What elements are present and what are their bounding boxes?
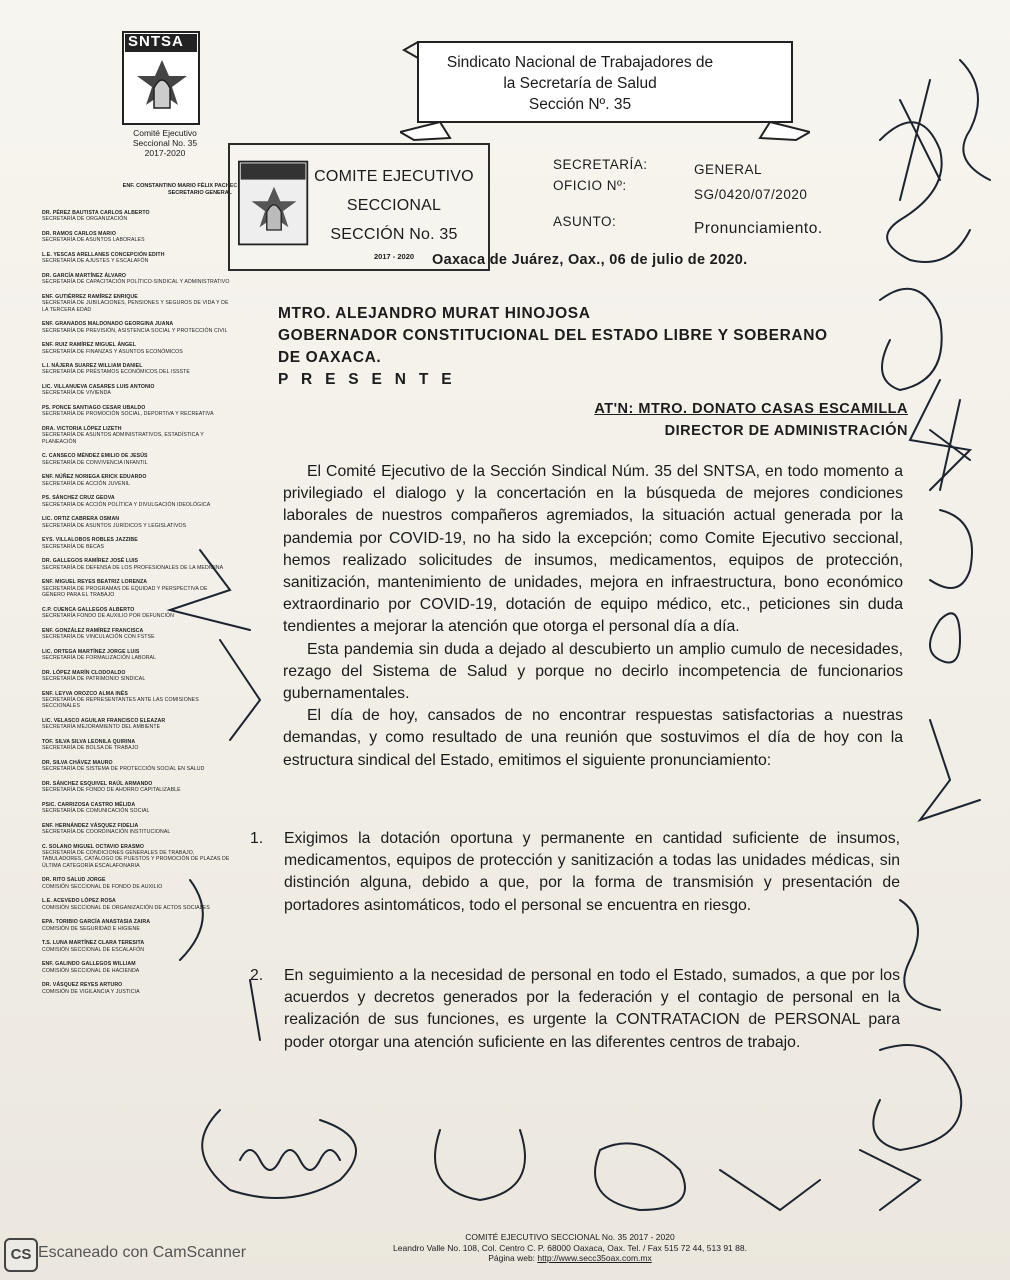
member-role: SECRETARÍA DE ASUNTOS JURÍDICOS Y LEGISLATIVOS xyxy=(42,522,187,529)
member-name: DR. VÁSQUEZ REYES ARTURO xyxy=(42,982,123,989)
member-entry xyxy=(42,961,232,974)
member-name: DRA. VICTORIA LÓPEZ LIZETH xyxy=(42,426,122,433)
member-entry xyxy=(42,474,232,487)
member-name: DR. PÉREZ BAUTISTA CARLOS ALBERTO xyxy=(42,210,150,216)
footer-web-link[interactable]: http://www.secc35oax.com.mx xyxy=(537,1253,652,1263)
paragraph-2: Esta pandemia sin duda a dejado al descubierto un amplio cumulo de necesidades, rezago del Sistema de Salud y porque no decirlo incompetencia de funcionarios gubernamentales. xyxy=(283,640,903,703)
member-name: LIC. ORTEGA MARTÍNEZ JORGE LUIS xyxy=(42,648,140,655)
member-name: TOF. SILVA SILVA LEONILA QUIRINA xyxy=(42,738,136,745)
member-role: SECRETARÍA DE FORMALIZACIÓN LABORAL xyxy=(42,654,157,661)
banner-line-2: la Secretaría de Salud xyxy=(503,75,657,92)
member-name: ENF. HERNÁNDEZ VÁSQUEZ FIDELIA xyxy=(42,822,139,829)
member-entry xyxy=(42,760,232,773)
stamp-emblem-icon xyxy=(238,155,310,251)
stamp-years: 2017 - 2020 xyxy=(374,252,415,261)
member-entry xyxy=(42,210,232,223)
member-entry xyxy=(42,537,232,550)
member-name: ENF. GONZÁLEZ RAMÍREZ FRANCISCA xyxy=(42,627,144,634)
member-name: ENF. RUIZ RAMÍREZ MIGUEL ÁNGEL xyxy=(42,342,136,349)
secretary-general-role: SECRETARIO GENERAL xyxy=(167,189,233,196)
addressee-block xyxy=(278,303,828,391)
committee-line-2: Seccional No. 35 xyxy=(132,138,198,148)
member-name: DR. SÁNCHEZ ESQUIVEL RAÚL ARMANDO xyxy=(42,780,153,787)
member-role: SECRETARÍA DE BOLSA DE TRABAJO xyxy=(42,745,139,752)
member-entry xyxy=(42,718,232,731)
demand-text: En seguimiento a la necesidad de personal en todo el Estado, sumados, a que por los acuerdos y decretos generados por la federación y el contagio de personal en la realización de sus funciones, es urgente la CONTRATACION de PERSONAL para poder otorgar una atención suficiente en las diferentes centros de trabajo. xyxy=(284,967,900,1051)
secretaria-label: SECRETARÍA: xyxy=(553,157,648,172)
member-role: SECRETARÍA DE JUBILACIONES, PENSIONES Y SEGUROS DE VIDA Y DE LA TERCERA EDAD xyxy=(42,300,229,313)
member-entry xyxy=(42,294,232,313)
member-name: ENF. GALINDO GALLEGOS WILLIAM xyxy=(42,961,136,968)
asunto-value: Pronunciamiento. xyxy=(694,220,823,237)
demand-number: 2. xyxy=(250,967,264,984)
member-role: SECRETARÍA DE REPRESENTANTES ANTE LAS COMISIONES SECCIONALES xyxy=(42,696,199,710)
member-name: PS. SÁNCHEZ CRUZ GEOVA xyxy=(42,495,115,502)
member-name: EYS. VILLALOBOS ROBLES JAZZIBE xyxy=(42,537,138,544)
paragraph-1: El Comité Ejecutivo de la Sección Sindical Núm. 35 del SNTSA, en todo momento a privilegiado el dialogo y la concertación en la búsqueda de mejores condiciones laborales de nuestros compañeros agremiados, la situación actual generada por la pandemia por COVID-19, no ha sido la excepción; como Comite Ejecutivo seccional, hemos realizado solicitudes de insumos, medicamentos, equipos de protección, sanitización, mantenimiento de unidades, mejora en infraestructura, bono económico extraordinario por COVID-19, dotación de equipo médico, etc., peticiones sin duda tendientes a mejorar la atención que otorga el personal día a día. xyxy=(283,463,903,636)
member-name: DR. GALLEGOS RAMÍREZ JOSÉ LUIS xyxy=(42,558,139,565)
member-role: SECRETARÍA DE FINANZAS Y ASUNTOS ECONÓMICOS xyxy=(42,348,183,355)
footer-web-label: Página web: xyxy=(488,1253,538,1263)
member-role: SECRETARÍA DE CONDICIONES GENERALES DE TRABAJO, TABULADORES, CATÁLOGO DE PUESTOS Y PROMOCIÓN DE PLAZAS DE ÚLTIMA CATEGORÍA ESCALAFONARIA xyxy=(42,850,230,869)
attention-title: DIRECTOR DE ADMINISTRACIÓN xyxy=(664,423,908,439)
demand-text: Exigimos la dotación oportuna y permanente en cantidad suficiente de insumos, medicamentos, equipos de protección y sanitización a todas las unidades médicas, sin distinción alguna, debido a que, por la forma de transmisión y presentación de portadores asintomáticos, todo el personal se encuentra en riesgo. xyxy=(284,830,900,914)
member-role: SECRETARÍA FONDO DE AUXILIO POR DEFUNCIÓN xyxy=(42,612,174,619)
oficio-label: OFICIO Nº: xyxy=(553,178,627,193)
letter-body xyxy=(283,461,903,772)
committee-line-3: 2017-2020 xyxy=(144,148,186,158)
member-entry xyxy=(42,691,232,710)
member-name: DR. LÓPEZ MARÍN CLODOALDO xyxy=(42,669,126,676)
member-name: DR. SILVA CHÁVEZ MAURO xyxy=(42,759,113,766)
member-entry xyxy=(42,363,232,376)
member-name: ENF. LEYVA OROZCO ALMA INÉS xyxy=(42,690,128,697)
camscanner-logo-icon: CS xyxy=(4,1238,38,1272)
member-role: SECRETARÍA DE ORGANIZACIÓN xyxy=(42,216,128,223)
committee-caption xyxy=(120,128,210,158)
member-name: EPA. TORIBIO GARCÍA ANASTASIA ZAIRA xyxy=(42,919,151,926)
member-entry xyxy=(42,781,232,794)
footer-committee: COMITÉ EJECUTIVO SECCIONAL No. 35 2017 - 2020 xyxy=(465,1232,675,1242)
member-role: SECRETARÍA DE VIVIENDA xyxy=(42,390,111,397)
member-name: L.E. YESCAS ARELLANES CONCEPCIÓN EDITH xyxy=(42,251,165,258)
member-entry xyxy=(42,342,232,355)
member-role: COMISIÓN DE VIGILANCIA Y JUSTICIA xyxy=(42,988,140,995)
member-role: SECRETARÍA DE FONDO DE AHORRO CAPITALIZABLE xyxy=(42,787,181,794)
member-name: PSIC. CARRIZOSA CASTRO MÉLIDA xyxy=(42,801,136,808)
member-name: ENF. NÚÑEZ NORIEGA ERICK EDUARDO xyxy=(42,474,147,481)
member-role: SECRETARÍA DE BECAS xyxy=(42,543,105,550)
committee-members-list xyxy=(42,210,232,1003)
member-role: SECRETARÍA DE PREVISIÓN, ASISTENCIA SOCIAL Y PROTECCIÓN CIVIL xyxy=(42,327,228,334)
member-role: SECRETARÍA DE ASUNTOS LABORALES xyxy=(42,237,145,244)
page-footer xyxy=(320,1232,820,1264)
member-role: SECRETARÍA DE COORDINACIÓN INSTITUCIONAL xyxy=(42,829,171,836)
stamp-line-2: SECCIONAL xyxy=(346,197,442,214)
member-entry xyxy=(42,426,232,445)
banner-line-3: Sección Nº. 35 xyxy=(528,96,632,113)
addressee-name: MTRO. ALEJANDRO MURAT HINOJOSA xyxy=(278,305,591,322)
member-name: DR. RITO SALUD JORGE xyxy=(42,877,106,884)
member-role: SECRETARÍA DE AJUSTES Y ESCALAFÓN xyxy=(42,258,149,265)
member-name: DR. RAMOS CARLOS MARIO xyxy=(42,230,116,237)
banner-line-1: Sindicato Nacional de Trabajadores de xyxy=(446,54,714,71)
member-role: COMISIÓN DE SEGURIDAD E HIGIENE xyxy=(42,925,140,932)
stamp-line-3: SECCIÓN No. 35 xyxy=(330,226,458,243)
secretaria-value: GENERAL xyxy=(694,162,763,177)
member-entry xyxy=(42,405,232,418)
addressee-state: DE OAXACA. xyxy=(278,349,382,366)
member-name: ENF. GUTIÉRREZ RAMÍREZ ENRIQUE xyxy=(42,293,138,300)
member-name: L.I. NÁJERA SUAREZ WILLIAM DANIEL xyxy=(42,363,143,370)
asunto-label: ASUNTO: xyxy=(553,214,617,229)
member-role: SECRETARÍA DE CONVIVENCIA INFANTIL xyxy=(42,459,148,466)
logo-text: SNTSA xyxy=(128,33,184,50)
member-entry xyxy=(42,453,232,466)
member-entry xyxy=(42,940,232,953)
member-role: COMISIÓN SECCIONAL DE ORGANIZACIÓN DE ACTOS SOCIALES xyxy=(42,904,210,911)
demand-number: 1. xyxy=(250,830,264,847)
member-entry xyxy=(42,607,232,620)
member-role: COMISIÓN SECCIONAL DE ESCALAFÓN xyxy=(42,946,145,953)
stamp-title xyxy=(304,162,484,249)
member-role: SECRETARÍA DE ASUNTOS ADMINISTRATIVOS, ESTADÍSTICA Y PLANEACIÓN xyxy=(42,432,204,445)
member-entry xyxy=(42,384,232,397)
member-role: SECRETARÍA DE PROGRAMAS DE EQUIDAD Y PERSPECTIVA DE GÉNERO PARA EL TRABAJO xyxy=(42,585,208,598)
member-name: C.P. CUENCA GALLEGOS ALBERTO xyxy=(42,606,135,613)
footer-address: Leandro Valle No. 108, Col. Centro C. P. 68000 Oaxaca, Oax. Tel. / Fax 515 72 44, 513 91 88. xyxy=(393,1242,747,1253)
member-name: PS. PONCE SANTIAGO CESAR UBALDO xyxy=(42,405,146,412)
addressee-presente: P R E S E N T E xyxy=(278,371,456,388)
date-line: Oaxaca de Juárez, Oax., 06 de julio de 2020. xyxy=(432,252,748,268)
stamp-line-1: COMITE EJECUTIVO xyxy=(314,168,474,185)
member-name: T.S. LUNA MARTÍNEZ CLARA TERESITA xyxy=(42,940,145,947)
member-entry xyxy=(42,844,232,869)
member-entry xyxy=(42,516,232,529)
paragraph-3: El día de hoy, cansados de no encontrar respuestas satisfactorias a nuestras demandas, y como resultado de una reunión que sostuvimos el día de hoy con la estructura sindical del Estado, emitimos el siguiente pronunciamiento: xyxy=(283,707,903,769)
member-role: SECRETARÍA DE SISTEMA DE PROTECCIÓN SOCIAL EN SALUD xyxy=(42,766,205,773)
footer-web xyxy=(320,1253,820,1264)
member-name: LIC. ORTIZ CABRERA OSMAN xyxy=(42,516,120,523)
member-entry xyxy=(42,670,232,683)
member-entry xyxy=(42,898,232,911)
addressee-title: GOBERNADOR CONSTITUCIONAL DEL ESTADO LIBRE Y SOBERANO xyxy=(278,327,828,344)
member-role: SECRETARÍA DE DEFENSA DE LOS PROFESIONALES DE LA MEDICINA xyxy=(42,564,224,571)
member-role: SECRETARÍA DE ACCIÓN JUVENIL xyxy=(42,480,131,487)
member-entry xyxy=(42,495,232,508)
member-role: COMISIÓN SECCIONAL DE FONDO DE AUXILIO xyxy=(42,883,163,890)
member-role: SECRETARÍA DE PROMOCIÓN SOCIAL, DEPORTIVA Y RECREATIVA xyxy=(42,411,214,418)
member-role: SECRETARÍA DE COMUNICACIÓN SOCIAL xyxy=(42,808,150,815)
camscanner-text: Escaneado con CamScanner xyxy=(38,1244,247,1261)
member-entry xyxy=(42,919,232,932)
member-name: L.E. ACEVEDO LÓPEZ ROSA xyxy=(42,898,116,905)
member-role: SECRETARÍA DE PATRIMONIO SINDICAL xyxy=(42,675,146,682)
member-entry xyxy=(42,321,232,334)
member-role: SECRETARÍA DE PRÉSTAMOS ECONÓMICOS DEL ISSSTE xyxy=(42,369,190,376)
member-name: ENF. MIGUEL REYES BEATRIZ LORENZA xyxy=(42,579,148,586)
member-name: LIC. VILLANUEVA CASARES LUIS ANTONIO xyxy=(42,384,155,391)
oficio-value: SG/0420/07/2020 xyxy=(694,187,808,202)
camscanner-watermark xyxy=(4,1238,264,1272)
member-entry xyxy=(42,273,232,286)
member-entry xyxy=(42,823,232,836)
member-entry xyxy=(42,252,232,265)
member-entry xyxy=(42,231,232,244)
member-name: DR. GARCÍA MARTÍNEZ ÁLVARO xyxy=(42,272,127,279)
member-entry xyxy=(42,579,232,598)
member-role: SECRETARÍA DE CAPACITACIÓN POLÍTICO-SINDICAL Y ADMINISTRATIVO xyxy=(42,279,230,286)
member-name: LIC. VELASCO AGUILAR FRANCISCO ELEAZAR xyxy=(42,717,166,724)
member-role: SECRETARÍA DE VINCULACIÓN CON FSTSE xyxy=(42,633,155,640)
sntsa-logo-left xyxy=(122,30,202,126)
member-entry xyxy=(42,739,232,752)
member-role: SECRETARÍA DE ACCIÓN POLÍTICA Y DIVULGACIÓN IDEOLÓGICA xyxy=(42,501,211,508)
member-name: C. SOLANO MIGUEL OCTAVIO ERASMO xyxy=(42,843,144,850)
member-role: COMISIÓN SECCIONAL DE HACIENDA xyxy=(42,967,140,974)
banner-title xyxy=(400,52,760,115)
member-entry xyxy=(42,558,232,571)
demand-item xyxy=(250,828,900,917)
member-entry xyxy=(42,982,232,995)
committee-line-1: Comité Ejecutivo xyxy=(133,128,197,138)
member-name: ENF. GRANADOS MALDONADO GEORGINA JUANA xyxy=(42,321,174,328)
member-name: C. CANSECO MÉNDEZ EMILIO DE JESÚS xyxy=(42,453,148,460)
demand-item xyxy=(250,965,900,1054)
member-entry xyxy=(42,649,232,662)
attention-block xyxy=(574,398,908,442)
member-entry xyxy=(42,877,232,890)
member-entry xyxy=(42,628,232,641)
attention-name: AT'N: MTRO. DONATO CASAS ESCAMILLA xyxy=(594,401,908,417)
secretary-general-name: ENF. CONSTANTINO MARIO FÉLIX PACHEC xyxy=(122,183,238,189)
member-role: SECRETARÍA MEJORAMIENTO DEL AMBIENTE xyxy=(42,724,161,731)
member-entry xyxy=(42,802,232,815)
